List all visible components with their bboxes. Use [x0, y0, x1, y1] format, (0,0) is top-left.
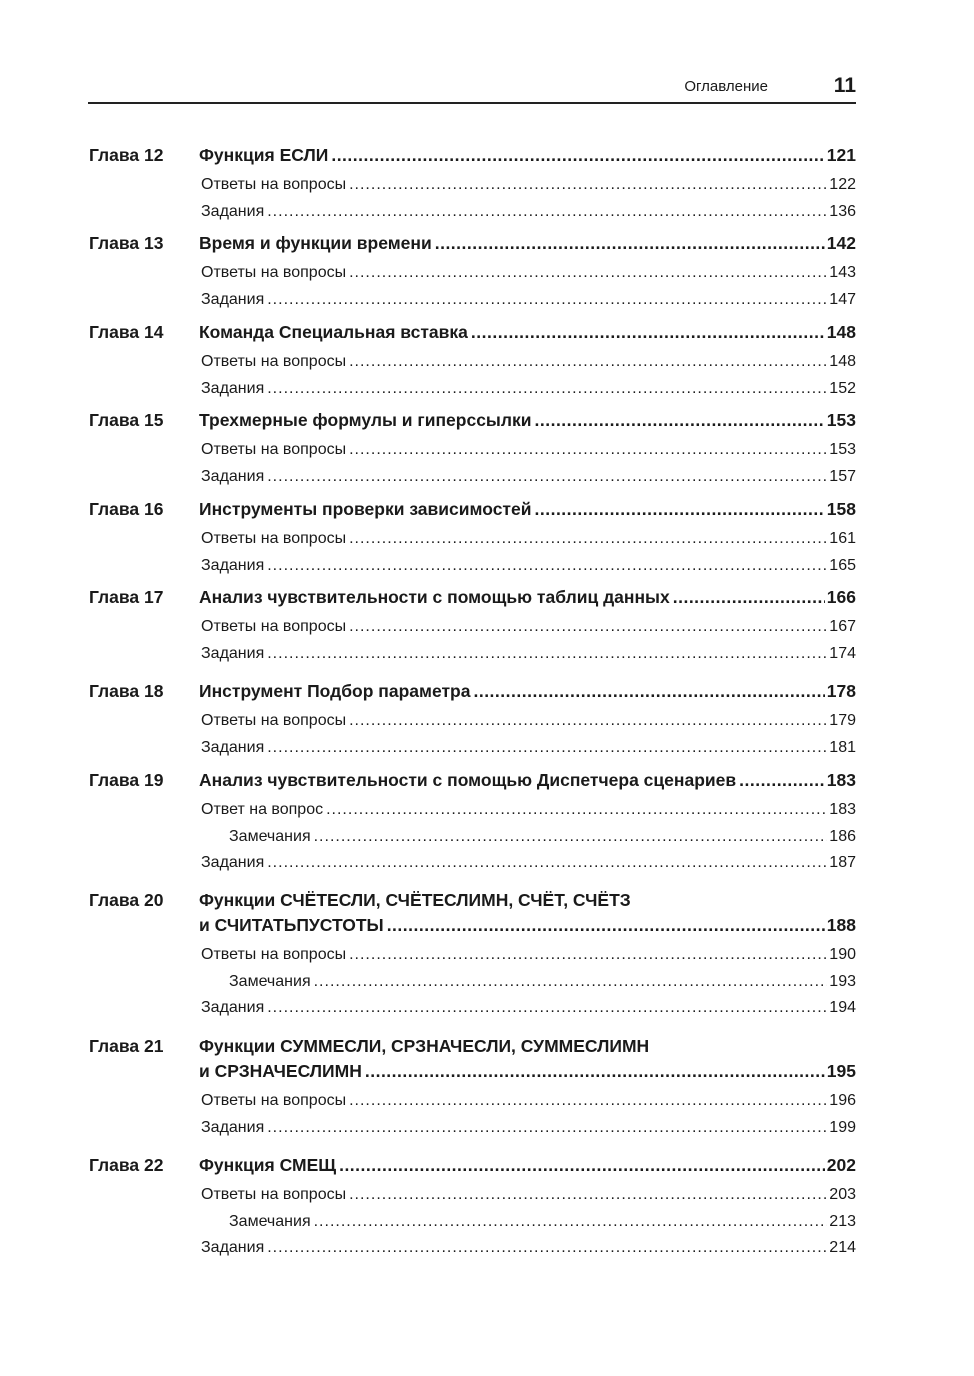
toc-subentry[interactable]: [201, 850, 856, 876]
entry-page: 181: [829, 738, 856, 756]
entry-title: и СЧИТАТЬПУСТОТЫ: [199, 915, 384, 935]
chapter-label: Глава 12: [89, 145, 164, 165]
entry-page: 143: [829, 264, 856, 281]
entry-title: Задания: [201, 1239, 265, 1256]
entry-page: 152: [829, 379, 856, 397]
entry-page: 142: [826, 233, 856, 253]
entry-title: Ответы на вопросы: [201, 1186, 347, 1203]
entry-page: 122: [829, 176, 856, 193]
entry-title: Замечания: [229, 1212, 311, 1230]
entry-title: Задания: [201, 854, 265, 871]
dot-leader: [267, 1115, 827, 1141]
toc-subentry[interactable]: [201, 526, 856, 552]
chapter-label: Глава 22: [89, 1155, 164, 1175]
chapter-label: Глава 13: [89, 233, 164, 253]
entry-page: 148: [826, 322, 856, 342]
entry-page: 214: [829, 1239, 856, 1256]
chapter-title-line[interactable]: [199, 1033, 856, 1059]
toc-subentry[interactable]: [201, 199, 856, 225]
toc-subsubentry[interactable]: [229, 1209, 856, 1235]
toc-subentry[interactable]: [201, 553, 856, 579]
entry-title: Ответы на вопросы: [201, 176, 347, 193]
chapter-title[interactable]: [199, 407, 856, 433]
toc-subsubentry[interactable]: [229, 969, 856, 995]
chapter-label: Глава 15: [89, 410, 164, 430]
entry-title: Инструменты проверки зависимостей: [199, 499, 532, 519]
entry-page: 199: [829, 1118, 856, 1136]
dot-leader: [473, 678, 824, 704]
toc-subentry[interactable]: [201, 1182, 856, 1208]
entry-title: Функция ЕСЛИ: [199, 145, 329, 165]
entry-title: Ответ на вопрос: [201, 801, 324, 818]
entry-title: Инструмент Подбор параметра: [199, 681, 471, 701]
dot-leader: [314, 969, 828, 995]
entry-title: Замечания: [229, 972, 311, 990]
dot-leader: [435, 230, 825, 256]
entry-title: Задания: [201, 644, 265, 662]
toc-subentry[interactable]: [201, 708, 856, 734]
dot-leader: [349, 708, 827, 734]
entry-title: Время и функции времени: [199, 233, 432, 253]
dot-leader: [267, 553, 827, 579]
dot-leader: [471, 319, 825, 345]
dot-leader: [267, 641, 827, 667]
entry-title: Задания: [201, 738, 265, 756]
chapter-title[interactable]: [199, 678, 856, 704]
dot-leader: [349, 172, 827, 198]
running-header-title: Оглавление: [684, 78, 768, 95]
toc-subentry[interactable]: [201, 995, 856, 1021]
entry-page: 153: [826, 410, 856, 430]
dot-leader: [267, 376, 827, 402]
chapter-label: Глава 17: [89, 587, 164, 607]
toc-subentry[interactable]: [201, 464, 856, 490]
dot-leader: [349, 437, 827, 463]
entry-page: 166: [826, 587, 856, 607]
entry-title: Ответы на вопросы: [201, 712, 347, 729]
dot-leader: [349, 614, 827, 640]
dot-leader: [314, 1209, 828, 1235]
entry-page: 157: [829, 467, 856, 485]
entry-title: Анализ чувствительности с помощью Диспетчера сценариев: [199, 770, 737, 790]
dot-leader: [349, 260, 827, 286]
entry-page: 165: [829, 556, 856, 574]
entry-page: 147: [829, 290, 856, 308]
dot-leader: [267, 199, 827, 225]
entry-page: 202: [826, 1155, 856, 1175]
entry-title: Трехмерные формулы и гиперссылки: [199, 410, 532, 430]
entry-title: Ответы на вопросы: [201, 530, 347, 547]
toc-subentry[interactable]: [201, 287, 856, 313]
toc-subentry[interactable]: [201, 797, 856, 823]
dot-leader: [267, 735, 827, 761]
entry-page: 161: [829, 530, 856, 547]
entry-title: Функция СМЕЩ: [199, 1155, 337, 1175]
dot-leader: [267, 464, 827, 490]
toc-subentry[interactable]: [201, 260, 856, 286]
entry-page: 174: [829, 644, 856, 662]
dot-leader: [349, 526, 827, 552]
entry-title: Ответы на вопросы: [201, 441, 347, 458]
entry-title: Функции СЧЁТЕСЛИ, СЧЁТЕСЛИМН, СЧЁТ, СЧЁТЗ: [199, 890, 631, 910]
entry-title: Ответы на вопросы: [201, 353, 347, 370]
toc-subentry[interactable]: [201, 1088, 856, 1114]
dot-leader: [339, 1152, 825, 1178]
toc-subentry[interactable]: [201, 172, 856, 198]
entry-page: 183: [826, 770, 856, 790]
chapter-title[interactable]: [199, 584, 856, 610]
dot-leader: [326, 797, 827, 823]
dot-leader: [267, 287, 827, 313]
dot-leader: [349, 1182, 827, 1208]
dot-leader: [314, 824, 828, 850]
entry-title: Ответы на вопросы: [201, 1092, 347, 1109]
entry-page: 136: [829, 202, 856, 220]
dot-leader: [349, 1088, 827, 1114]
toc-subentry[interactable]: [201, 349, 856, 375]
chapter-title[interactable]: [199, 912, 856, 938]
chapter-title[interactable]: [199, 142, 856, 168]
dot-leader: [739, 767, 825, 793]
toc-subentry[interactable]: [201, 437, 856, 463]
dot-leader: [365, 1058, 825, 1084]
entry-page: 167: [829, 618, 856, 635]
entry-title: Ответы на вопросы: [201, 618, 347, 635]
dot-leader: [673, 584, 825, 610]
entry-page: 183: [829, 801, 856, 818]
chapter-title[interactable]: [199, 1058, 856, 1084]
entry-page: 158: [826, 499, 856, 519]
entry-page: 193: [829, 972, 856, 990]
toc-subsubentry[interactable]: [229, 824, 856, 850]
entry-title: Анализ чувствительности с помощью таблиц данных: [199, 587, 670, 607]
entry-page: 121: [826, 145, 856, 165]
entry-title: Ответы на вопросы: [201, 946, 347, 963]
toc-subentry[interactable]: [201, 614, 856, 640]
dot-leader: [349, 942, 827, 968]
entry-title: Задания: [201, 556, 265, 574]
entry-title: Ответы на вопросы: [201, 264, 347, 281]
entry-title: Функции СУММЕСЛИ, СРЗНАЧЕСЛИ, СУММЕСЛИМН: [199, 1036, 650, 1056]
toc-subentry[interactable]: [201, 1115, 856, 1141]
entry-page: 148: [829, 353, 856, 370]
entry-page: 194: [829, 999, 856, 1016]
entry-title: и СРЗНАЧЕСЛИМН: [199, 1061, 362, 1081]
dot-leader: [387, 912, 825, 938]
entry-page: 178: [826, 681, 856, 701]
chapter-label: Глава 18: [89, 681, 164, 701]
chapter-title[interactable]: [199, 496, 856, 522]
entry-title: Задания: [201, 999, 265, 1016]
chapter-title[interactable]: [199, 319, 856, 345]
entry-title: Команда Специальная вставка: [199, 322, 468, 342]
entry-title: Задания: [201, 467, 265, 485]
entry-page: 195: [826, 1061, 856, 1081]
entry-page: 186: [829, 827, 856, 845]
dot-leader: [267, 1235, 827, 1261]
toc-subentry[interactable]: [201, 376, 856, 402]
chapter-title[interactable]: [199, 767, 856, 793]
chapter-label: Глава 20: [89, 890, 164, 910]
entry-title: Задания: [201, 379, 265, 397]
toc-subentry[interactable]: [201, 735, 856, 761]
entry-page: 190: [829, 946, 856, 963]
entry-title: Задания: [201, 202, 265, 220]
chapter-title-line[interactable]: [199, 887, 856, 913]
entry-title: Задания: [201, 1118, 265, 1136]
entry-page: 187: [829, 854, 856, 871]
entry-page: 179: [829, 712, 856, 729]
chapter-label: Глава 14: [89, 322, 164, 342]
entry-page: 213: [829, 1212, 856, 1230]
entry-page: 188: [826, 915, 856, 935]
dot-leader: [267, 995, 827, 1021]
dot-leader: [267, 850, 827, 876]
toc-subentry[interactable]: [201, 641, 856, 667]
page-number: 11: [833, 74, 856, 97]
toc-subentry[interactable]: [201, 942, 856, 968]
chapter-label: Глава 19: [89, 770, 164, 790]
dot-leader: [331, 142, 824, 168]
dot-leader: [349, 349, 827, 375]
entry-page: 153: [829, 441, 856, 458]
entry-title: Задания: [201, 290, 265, 308]
dot-leader: [535, 407, 825, 433]
header-rule: [88, 102, 856, 104]
entry-page: 203: [829, 1186, 856, 1203]
toc-subentry[interactable]: [201, 1235, 856, 1261]
chapter-title[interactable]: [199, 1152, 856, 1178]
chapter-title[interactable]: [199, 230, 856, 256]
dot-leader: [535, 496, 825, 522]
chapter-label: Глава 21: [89, 1036, 164, 1056]
entry-page: 196: [829, 1092, 856, 1109]
chapter-label: Глава 16: [89, 499, 164, 519]
entry-title: Замечания: [229, 827, 311, 845]
